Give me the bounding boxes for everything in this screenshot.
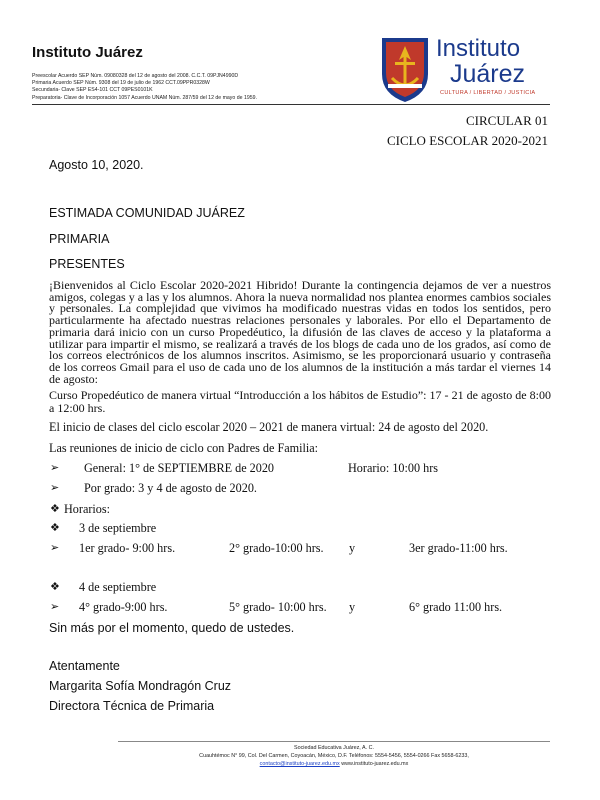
registration-info — [32, 73, 257, 102]
signature-title: Directora Técnica de Primaria — [49, 699, 215, 713]
footer-email-link[interactable]: contacto@instituto-juarez.edu.mx — [259, 761, 340, 767]
registration-line-preparatoria: Preparatoria- Clave de Incorporación 1057 Acuerdo UNAM Núm. 287/59 del 12 de mayo de 1959. — [32, 94, 257, 101]
schedule-sixth-grade: 6° grado 11:00 hrs. — [409, 600, 503, 614]
institution-logo — [378, 34, 550, 104]
schedule-and: y — [349, 600, 356, 614]
signature-name: Margarita Sofía Mondragón Cruz — [49, 679, 232, 693]
logo-word-instituto: Instituto — [436, 35, 521, 62]
signature-regards: Atentamente — [49, 659, 120, 673]
footer-divider — [118, 741, 550, 742]
diamond-bullet-icon: ❖ — [50, 502, 60, 515]
diamond-bullet-icon: ❖ — [50, 521, 60, 534]
grade-meeting: Por grado: 3 y 4 de agosto de 2020. — [84, 481, 257, 495]
propedeutic-course: Curso Propedéutico de manera virtual “Introducción a los hábitos de Estudio”: 17 - 21 de agosto de 8:00 a 12:00 hrs. — [49, 388, 551, 415]
logo-word-juarez: Juárez — [450, 60, 526, 88]
footer-website: www.instituto-juarez.edu.mx — [339, 761, 409, 767]
logo-tagline: CULTURA / LIBERTAD / JUSTICIA — [440, 90, 536, 96]
diamond-bullet-icon: ❖ — [50, 580, 60, 593]
general-meeting-time: Horario: 10:00 hrs — [348, 461, 439, 475]
classes-start: El inicio de clases del ciclo escolar 2020 – 2021 de manera virtual: 24 de agosto del 2020. — [49, 420, 489, 434]
schedule-second-grade: 2° grado-10:00 hrs. — [229, 541, 324, 555]
schedules-label: Horarios: — [64, 502, 111, 516]
footer-contact — [118, 761, 550, 767]
welcome-paragraph: ¡Bienvenidos al Ciclo Escolar 2020-2021 Hibrido! Durante la contingencia dejamos de ver a nuestros amigos, colegas y a las y los alumnos. Ahora la nueva normalidad nos plantea enormes cambios sociales y personales. La complejidad que vivimos ha modificado nuestras vidas en todos los sentidos, pero particularmente ha afectado nuestras relaciones personales y laborales. Por ello el Departamento de primaria dará inicio con un curso Propedéutico, la difusión de las claves de acceso y la plataforma a utilizar para impartir el mismo, se realizará a través de los blogs de cada uno de los grados, así como de los correos electrónicos de los alumnos inscritos. Asimismo, se les proporcionará usuario y contraseña de los correos Gmail para el uso de cada uno de los alumnos de la institución a más tardar el viernes 14 de agosto: — [49, 278, 551, 386]
registration-line-secundaria: Secundaria- Clave SEP ES4-101 CCT 09PES0101K — [32, 87, 153, 94]
institution-name: Instituto Juárez — [32, 44, 143, 61]
arrow-bullet-icon: ➢ — [50, 461, 60, 474]
arrow-bullet-icon: ➢ — [50, 541, 60, 554]
shield-emblem-icon — [378, 34, 432, 104]
salutation-level: PRIMARIA — [49, 232, 110, 246]
circular-number: CIRCULAR 01 — [466, 113, 548, 128]
arrow-bullet-icon: ➢ — [50, 600, 60, 613]
schedule-fourth-grade: 4° grado-9:00 hrs. — [79, 600, 168, 614]
registration-line-preescolar: Preescolar Acuerdo SEP Núm. 09080328 del 12 de agosto del 2008. C.C.T. 09PJN4990D — [32, 73, 239, 79]
salutation-presentes: PRESENTES — [49, 257, 125, 271]
schedule-and: y — [349, 541, 356, 555]
salutation-community: ESTIMADA COMUNIDAD JUÁREZ — [49, 206, 245, 220]
header-divider — [32, 104, 550, 105]
schedule-day-1: 3 de septiembre — [79, 521, 157, 535]
closing-line: Sin más por el momento, quedo de ustedes. — [49, 621, 295, 635]
general-meeting: General: 1° de SEPTIEMBRE de 2020 — [84, 461, 275, 475]
schedule-day-2: 4 de septiembre — [79, 580, 157, 594]
registration-line-primaria: Primaria Acuerdo SEP Núm. 9308 del 19 de julio de 1962 CCT.09PPR0328W — [32, 80, 210, 87]
school-cycle: CICLO ESCOLAR 2020-2021 — [386, 133, 548, 148]
schedule-third-grade: 3er grado-11:00 hrs. — [409, 541, 508, 555]
footer-address: Cuauhtémoc N° 99, Col. Del Carmen, Coyoacán, México, D.F. Teléfonos: 5554-5456, 5554-0266 Fax 5658-6233, — [199, 753, 469, 759]
arrow-bullet-icon: ➢ — [50, 481, 60, 494]
meetings-intro: Las reuniones de inicio de ciclo con Padres de Familia: — [49, 441, 319, 455]
letter-date: Agosto 10, 2020. — [49, 158, 144, 172]
footer-society: Sociedad Educativa Juárez, A. C. — [293, 745, 374, 751]
schedule-fifth-grade: 5° grado- 10:00 hrs. — [229, 600, 327, 614]
schedule-first-grade: 1er grado- 9:00 hrs. — [79, 541, 176, 555]
